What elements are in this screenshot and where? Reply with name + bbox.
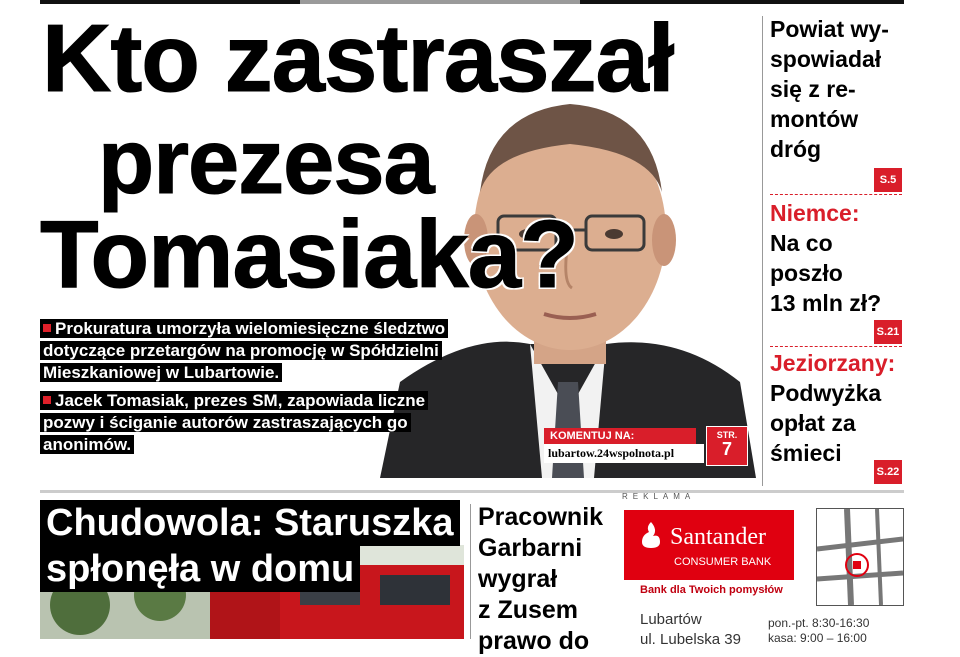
ad-hours-weekday: pon.-pt. 8:30-16:30 [768, 616, 870, 630]
ad-address [640, 610, 741, 650]
dashed-divider [770, 346, 902, 347]
side-story-1-line: Powiat wy- [770, 16, 889, 42]
section-rule [40, 490, 904, 493]
side-story-1 [770, 14, 920, 164]
headline-line-3: Tomasiaka? [40, 201, 578, 308]
ad-hours-cash: kasa: 9:00 – 16:00 [768, 631, 867, 645]
side-story-1-page: S.5 [874, 168, 902, 192]
dashed-divider [770, 194, 902, 195]
location-map [816, 508, 904, 606]
side-story-3 [770, 348, 920, 468]
story-garbarnia-line: z Zusem [478, 596, 579, 624]
comment-url[interactable]: lubartow.24wspolnota.pl [544, 444, 704, 463]
map-pin-icon [853, 561, 861, 569]
side-story-1-line: spowiadał [770, 46, 882, 72]
lead-bullet-2: Jacek Tomasiak, prezes SM, zapowiada liczne pozwy i ściganie autorów zastraszających go anonimów. [40, 390, 480, 456]
side-story-2-kicker: Niemce: [770, 200, 860, 226]
side-story-2-line: 13 mln zł? [770, 290, 882, 316]
red-square-bullet-icon [43, 396, 51, 404]
side-story-2-line: Na co [770, 230, 833, 256]
page-ref-badge [706, 426, 748, 466]
flame-logo-icon [638, 520, 664, 550]
ad-label: REKLAMA [622, 492, 696, 501]
side-story-3-kicker: Jeziorzany: [770, 350, 896, 376]
lead-bullet-1: Prokuratura umorzyła wielomiesięczne śledztwo dotyczące przetargów na promocję w Spółdzielni Mieszkaniowej w Lubartowie. [40, 318, 480, 384]
page-ref-label: STR. [716, 430, 738, 440]
side-story-3-page: S.22 [874, 460, 902, 484]
ad-tagline: Bank dla Twoich pomysłów [640, 584, 783, 596]
comment-box[interactable] [544, 428, 704, 464]
column-divider [762, 16, 763, 486]
ad-brand-sub: CONSUMER BANK [674, 556, 772, 568]
side-story-2-line: poszło [770, 260, 843, 286]
story-garbarnia-line: Pracownik [478, 503, 604, 531]
side-story-2-page: S.21 [874, 320, 902, 344]
side-story-3-line: opłat za [770, 410, 856, 436]
red-square-bullet-icon [43, 324, 51, 332]
column-divider-bottom [470, 504, 471, 639]
headline-line-1: Kto zastraszał [42, 5, 674, 112]
story-garbarnia-line: Garbarni [478, 534, 583, 562]
headline-line-2: prezesa [98, 111, 434, 213]
santander-ad[interactable] [624, 510, 794, 580]
comment-label: KOMENTUJ NA: [544, 428, 696, 444]
side-story-1-line: dróg [770, 136, 822, 162]
side-story-3-line: śmieci [770, 440, 842, 466]
side-story-1-line: się z re- [770, 76, 856, 102]
ad-address-city: Lubartów [640, 611, 702, 628]
page-ref-number: 7 [721, 439, 732, 459]
story-garbarnia-line: prawo do [478, 627, 590, 655]
story-chudowola-line-1: Chudowola: Staruszka [40, 500, 460, 546]
side-story-1-line: montów [770, 106, 859, 132]
side-story-2 [770, 198, 920, 318]
lead-bullets [40, 318, 480, 462]
ad-address-street: ul. Lubelska 39 [640, 631, 741, 648]
ad-hours [768, 616, 869, 646]
ad-brand: Santander [670, 524, 766, 550]
story-garbarnia [478, 502, 614, 657]
story-chudowola-line-2: spłonęła w domu [40, 546, 360, 592]
side-story-3-line: Podwyżka [770, 380, 882, 406]
story-garbarnia-line: wygrał [478, 565, 558, 593]
story-chudowola [40, 500, 464, 592]
